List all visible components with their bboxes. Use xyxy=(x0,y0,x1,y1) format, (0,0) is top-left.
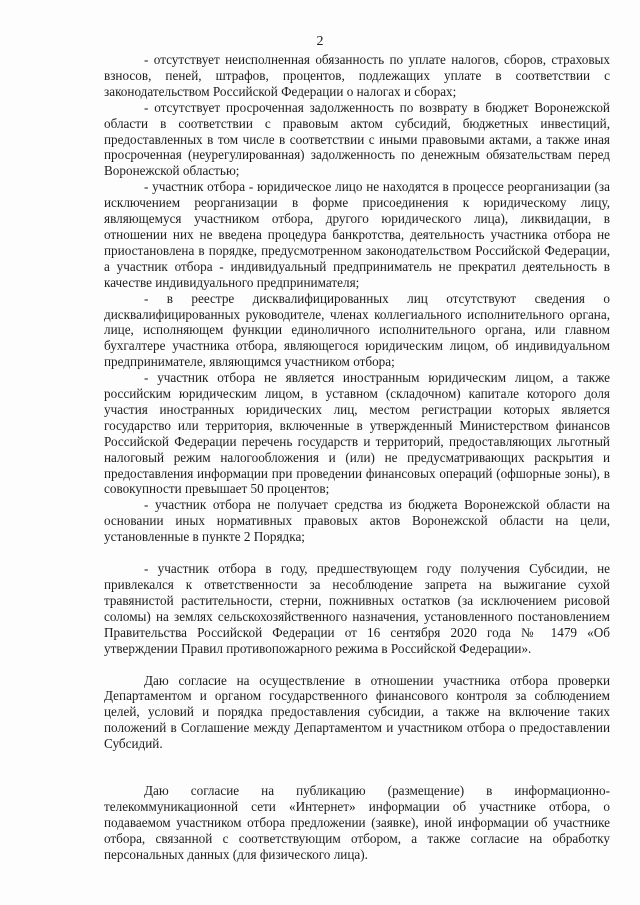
paragraph-not-foreign-entity: - участник отбора не является иностранным юридическим лицом, а также российским юридическим лицом, в уставном (складочном) капитале которого доля участия иностранных юридических лиц, местом регистрации которых является государство или территория, включенные в утвержденный Министерством финансов Российской Федерации перечень государств и территорий, предоставляющих льготный налоговый режим налогообложения и (или) не предусматривающих раскрытия и предоставления информации при проведении финансовых операций (офшорные зоны), в совокупности превышает 50 процентов; xyxy=(104,370,610,497)
paragraph-consent-publication: Даю согласие на публикацию (размещение) в информационно-телекоммуникационной сети «Интернет» информации об участнике отбора, о подаваемом участником отбора предложении (заявке), иной информации об участнике отбора, связанной с соответствующим отбором, а также согласие на обработку персональных данных (для физического лица). xyxy=(104,783,610,862)
document-body xyxy=(104,52,610,863)
paragraph-disqualified-registry: - в реестре дисквалифицированных лиц отсутствуют сведения о дисквалифицированных руководителе, членах коллегиального исполнительного органа, лице, исполняющем функции единоличного исполнительного органа, или главном бухгалтере участника отбора, являющегося юридическим лицом, об индивидуальном предпринимателе, являющимся участником отбора; xyxy=(104,290,610,370)
paragraph-no-tax-debt: - отсутствует неисполненная обязанность по уплате налогов, сборов, страховых взносов, пеней, штрафов, процентов, подлежащих уплате в соответствии с законодательством Российской Федерации о налогах и сборах; xyxy=(104,52,610,99)
paragraph-no-overdue-debt: - отсутствует просроченная задолженность по возврату в бюджет Воронежской области в соответствии с правовым актом субсидий, бюджетных инвестиций, предоставленных в том числе в соответствии с иными правовыми актами, а также иная просроченная (неурегулированная) задолженность по денежным обязательствам перед Воронежской областью; xyxy=(104,99,610,179)
paragraph-no-other-budget-funds: - участник отбора не получает средства из бюджета Воронежской области на основании иных нормативных правовых актов Воронежской области на цели, установленные в пункте 2 Порядка; xyxy=(104,497,610,545)
page-number: 2 xyxy=(316,34,324,49)
paragraph-consent-inspection: Даю согласие на осуществление в отношении участника отбора проверки Департаментом и органом государственного финансового контроля за соблюдением целей, условий и порядка предоставления субсидии, а также на включение таких положений в Соглашение между Департаментом и участником отбора о предоставлении Субсидий. xyxy=(104,672,610,752)
paragraph-no-reorganization: - участник отбора - юридическое лицо не находятся в процессе реорганизации (за исключением реорганизации в форме присоединения к юридическому лицу, являющемуся участником отбора, другого юридического лица), ликвидации, в отношении них не введена процедура банкротства, деятельность участника отбора не приостановлена в порядке, предусмотренном законодательством Российской Федерации, а участник отбора - индивидуальный предприниматель не прекратил деятельность в качестве индивидуального предпринимателя; xyxy=(104,179,610,290)
paragraph-no-burning-violation: - участник отбора в году, предшествующем году получения Субсидии, не привлекался к ответственности за несоблюдение запрета на выжигание сухой травянистой растительности, стерни, пожнивных остатков (за исключением рисовой соломы) на землях сельскохозяйственного назначения, установленного постановлением Правительства Российской Федерации от 16 сентября 2020 года № 1479 «Об утверждении Правил противопожарного режима в Российской Федерации». xyxy=(104,561,610,656)
